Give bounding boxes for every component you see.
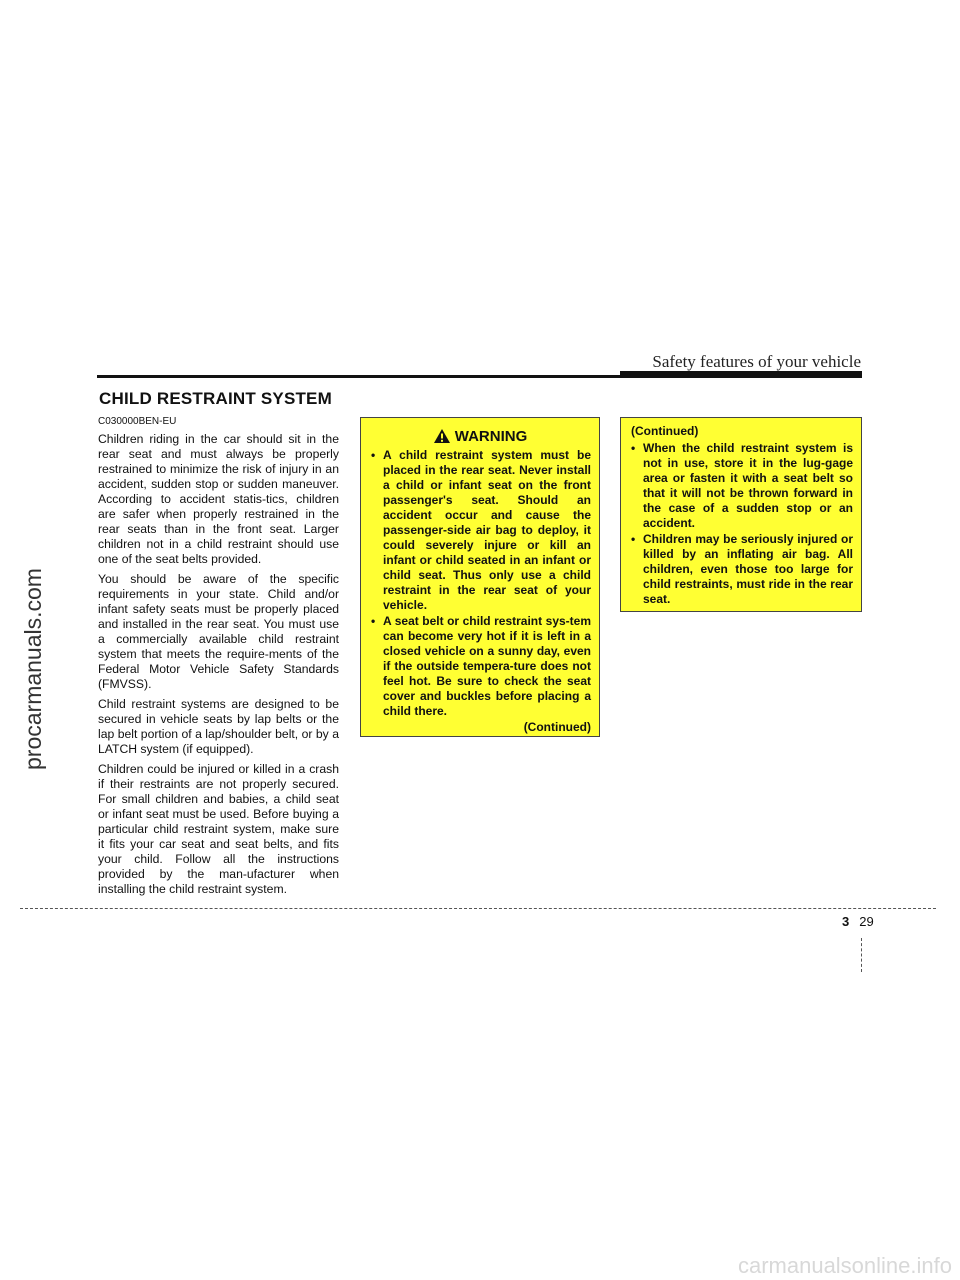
section-code: C030000BEN-EU (98, 416, 177, 427)
warning-title: WARNING (454, 427, 528, 445)
warning-list (369, 448, 591, 719)
continued-label: (Continued) (523, 720, 591, 734)
warning-triangle-icon (433, 428, 451, 444)
body-paragraph: Child restraint systems are designed to be secured in vehicle seats by lap belts or the lap belt portion of a lap/shoulder belt, or by a LATCH system (if equipped). (98, 697, 339, 756)
page-number-value: 29 (859, 914, 874, 929)
side-watermark: procarmanuals.com (20, 568, 46, 770)
bottom-watermark: carmanualsonline.info (737, 1253, 952, 1278)
continued-label: (Continued) (631, 424, 699, 438)
warning-item: • Children may be seriously injured or killed by an inflating air bag. All children, even those too large for child restraints, must ride in the rear seat. (629, 532, 853, 607)
body-paragraph: You should be aware of the specific requirements in your state. Child and/or infant safety seats must be properly placed and installed in the rear seat. You must use a commercially available child restraint system that meets the require-ments of the Federal Motor Vehicle Safety Standards (FMVSS). (98, 572, 339, 691)
warning-item: • When the child restraint system is not in use, store it in the lug-gage area or fasten it with a seat belt so that it will not be thrown forward in the case of a sudden stop or an accident. (629, 441, 853, 531)
chapter-number: 3 (842, 914, 850, 929)
header-rule-accent (620, 371, 862, 378)
footer-divider (861, 938, 862, 972)
body-paragraph: Children could be injured or killed in a crash if their restraints are not properly secured. For small children and babies, a child seat or infant seat must be used. Before buying a particular child restraint system, make sure it fits your car seat and seat belts, and fits your child. Follow all the instructions provided by the man-ufacturer when installing the child restraint system. (98, 762, 339, 896)
warning-header (369, 428, 591, 444)
warning-box (360, 417, 600, 737)
warning-item: • A seat belt or child restraint sys-tem can become very hot if it is left in a closed vehicle on a sunny day, even if the outside tempera-ture does not feel hot. Be sure to check the seat cover and buckles before placing a child there. (369, 614, 591, 719)
section-header: Safety features of your vehicle (652, 352, 861, 371)
page-number (842, 914, 874, 929)
page-title: CHILD RESTRAINT SYSTEM (99, 389, 332, 408)
warning-item: • A child restraint system must be placed in the rear seat. Never install a child or infant seat on the front passenger's seat. Should an accident occur and cause the passenger-side air bag to deploy, it could severely injure or kill an infant or child seated in an infant or child seat. Thus only use a child restraint in the rear seat of your vehicle. (369, 448, 591, 613)
continued-warning-box (620, 417, 862, 612)
continued-list (629, 441, 853, 607)
body-column (98, 414, 339, 902)
footer-rule (20, 908, 936, 909)
body-paragraph: Children riding in the car should sit in the rear seat and must always be properly restrained to minimize the risk of injury in an accident, sudden stop or sudden maneuver. According to accident statis-tics, children are safer when properly restrained in the rear seats than in the front seat. Larger children not in a child restraint should use one of the seat belts provided. (98, 432, 339, 566)
